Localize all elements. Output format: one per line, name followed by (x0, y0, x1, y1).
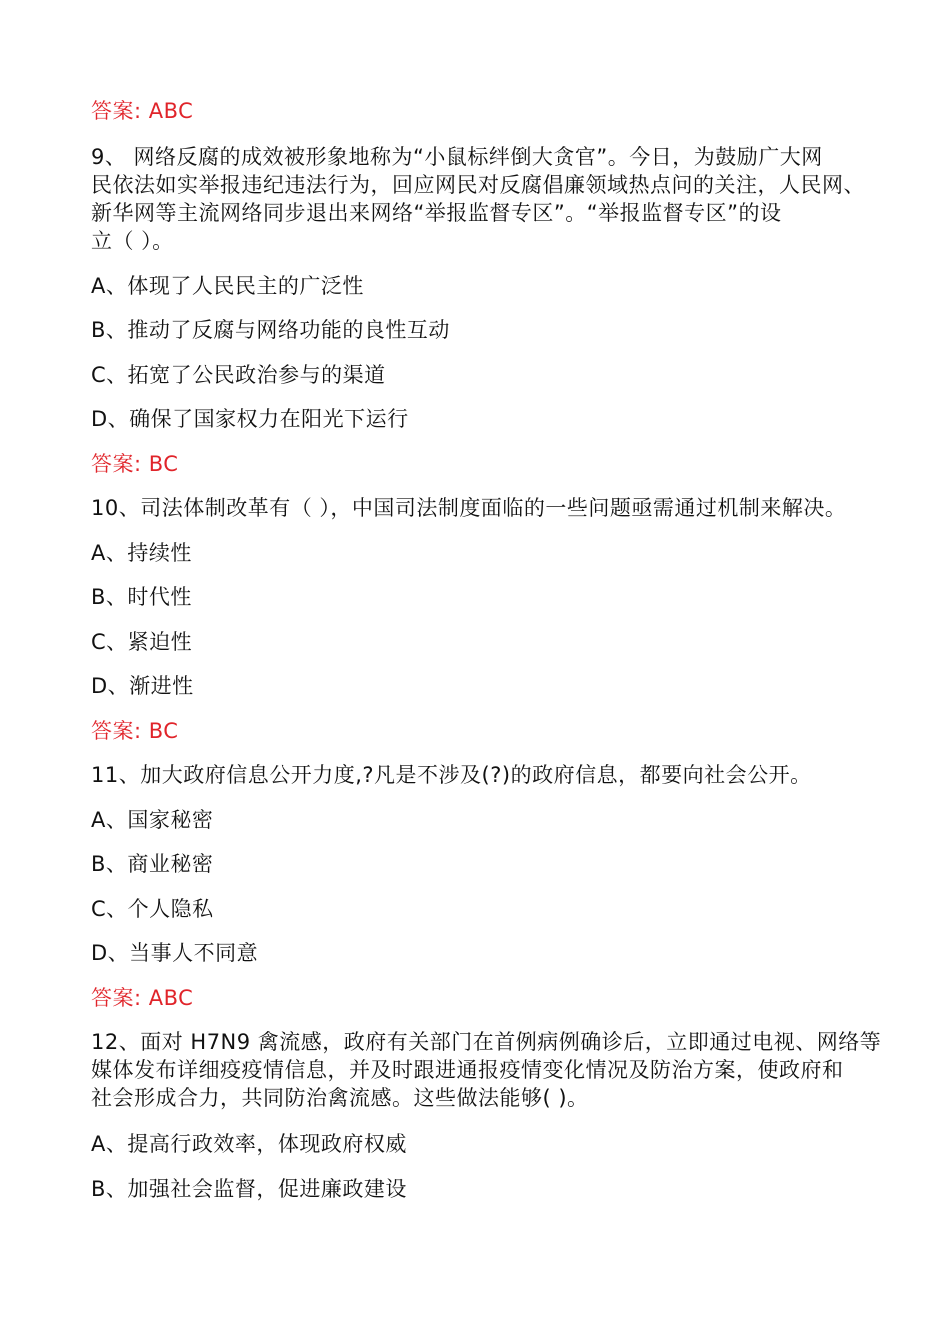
q10-option-a: A、持续性 (91, 541, 192, 565)
q9-option-d: D、确保了国家权力在阳光下运行 (91, 407, 409, 431)
question-9-line-2: 民依法如实举报违纪违法行为，回应网民对反腐倡廉领域热点问的关注，人民网、 (91, 173, 865, 197)
question-9-line-3: 新华网等主流网络同步退出来网络“举报监督专区”。“举报监督专区”的设 (91, 201, 782, 225)
q10-option-c: C、紧迫性 (91, 630, 193, 654)
q11-option-a: A、国家秘密 (91, 808, 214, 832)
q12-option-a: A、提高行政效率，体现政府权威 (91, 1132, 407, 1156)
q9-option-c: C、拓宽了公民政治参与的渠道 (91, 363, 386, 387)
answer-q11: 答案: ABC (91, 986, 194, 1010)
q9-option-a: A、体现了人民民主的广泛性 (91, 274, 364, 298)
q10-option-d: D、渐进性 (91, 674, 194, 698)
question-12-line-3: 社会形成合力，共同防治禽流感。这些做法能够( )。 (91, 1086, 589, 1110)
question-12-line-2: 媒体发布详细疫疫情信息，并及时跟进通报疫情变化情况及防治方案，使政府和 (91, 1058, 844, 1082)
q11-option-b: B、商业秘密 (91, 852, 214, 876)
answer-q9: 答案: BC (91, 452, 179, 476)
question-12-line-1: 12、面对 H7N9 禽流感，政府有关部门在首例病例确诊后，立即通过电视、网络等 (91, 1030, 882, 1054)
question-10: 10、司法体制改革有（ ），中国司法制度面临的一些问题亟需通过机制来解决。 (91, 496, 847, 520)
question-9-line-1: 9、 网络反腐的成效被形象地称为“小鼠标绊倒大贪官”。今日，为鼓励广大网 (91, 145, 823, 169)
question-9 (91, 143, 871, 255)
q11-option-c: C、个人隐私 (91, 897, 214, 921)
q9-option-b: B、推动了反腐与网络功能的良性互动 (91, 318, 450, 342)
question-11: 11、加大政府信息公开力度,?凡是不涉及(?)的政府信息，都要向社会公开。 (91, 763, 812, 787)
q11-option-d: D、当事人不同意 (91, 941, 259, 965)
answer-q10: 答案: BC (91, 719, 179, 743)
q10-option-b: B、时代性 (91, 585, 192, 609)
question-9-line-4: 立（ ）。 (91, 229, 174, 253)
question-12 (91, 1028, 882, 1112)
answer-q8: 答案: ABC (91, 99, 194, 123)
q12-option-b: B、加强社会监督，促进廉政建设 (91, 1177, 407, 1201)
